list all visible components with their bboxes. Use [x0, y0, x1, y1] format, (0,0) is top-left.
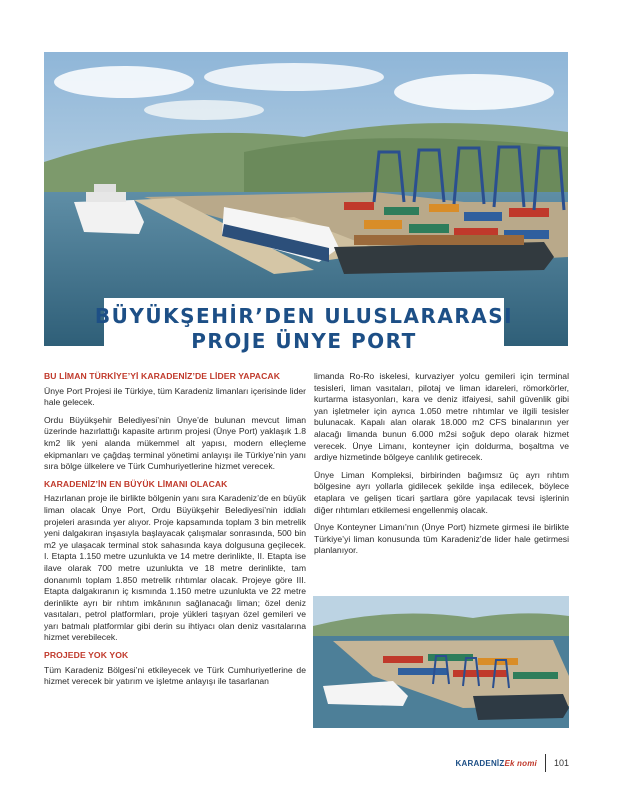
- page-footer: [456, 754, 569, 772]
- article-right-column: [314, 371, 569, 563]
- section-paragraph: Ordu Büyükşehir Belediyesi’nin Ünye’de bulunan mevcut liman üzerinde hazırlattığı kapasite artırım projesi (Ünye Port) yaklaşık 1.8 km2 lik yeni alanda mükemmel alt yapısı, modern elleçleme ekipmanları ve çağdaş terminal yönetimi anlayışı ile Türkiye’nin yanı sıra bölge ülkelere ve Türk Cumhuriyetlerine hizmet verecek.: [44, 414, 306, 472]
- right-paragraph: Ünye Liman Kompleksi, birbirinden bağımsız üç ayrı rıhtım bölgesine ayrı yollarla gidilecek şekilde inşa edilecek, böylece etaplara ve gelişen ticari şartlara göre yapılacak tevsi işlerinin diğer rıhtımları etkilemesi engellenmiş olacak.: [314, 469, 569, 515]
- page-title-line-2: PROJE ÜNYE PORT: [191, 329, 417, 353]
- page-title-line-1: BÜYÜKŞEHİR’DEN ULUSLARARASI: [94, 304, 514, 328]
- port-aerial-illustration: [313, 596, 569, 728]
- section-paragraph: Tüm Karadeniz Bölgesi’ni etkileyecek ve Türk Cumhuriyetlerine de hizmet verecek bir yatırım ve işletme anlayışı ile tasarlanan: [44, 664, 306, 687]
- title-box: [94, 298, 514, 360]
- right-paragraph: limanda Ro-Ro iskelesi, kurvaziyer yolcu gemileri için terminal tesisleri, liman vasıtaları, pilotaj ve liman idareleri, römorkörler, kurtarma istasyonları, kara ve deniz itfaiyesi, sahil güvenlik gibi yan işletmeler için ayrıca 1.050 metre rıhtımlar ve ilgili tesisler bulunacak. Kapalı alan olarak 18.000 m2 CFS binalarının yer alacağı limanda bunun 6.000 m2si soğuk depo olarak hizmet verecek. Ünye Limanı, konteyner için doldurma, boşaltma ve ardiye hizmetinde bölgeye canlılık getirecek.: [314, 371, 569, 463]
- right-paragraph: Ünye Konteyner Limanı’nın (Ünye Port) hizmete girmesi ile birlikte Türkiye’yi liman konusunda tüm Karadeniz’de lider hale getirmesi planlanıyor.: [314, 522, 569, 556]
- section-paragraph: Ünye Port Projesi ile Türkiye, tüm Karadeniz limanları içerisinde lider hale gelecek.: [44, 385, 306, 408]
- magazine-brand: [456, 759, 537, 768]
- article-left-column: [44, 371, 306, 694]
- section-heading-leader: BU LİMAN TÜRKİYE’Yİ KARADENİZ’DE LİDER YAPACAK: [44, 371, 281, 381]
- brand-part-b: Ek nomi: [504, 758, 537, 768]
- section-heading-project: PROJEDE YOK YOK: [44, 650, 129, 661]
- page-number: 101: [553, 758, 569, 768]
- brand-part-a: KARADENİZ: [455, 758, 505, 768]
- section-heading-biggest-port: KARADENİZ’İN EN BÜYÜK LİMANI OLACAK: [44, 478, 228, 489]
- section-paragraph: Hazırlanan proje ile birlikte bölgenin yanı sıra Karadeniz’de en büyük liman olacak Ünye Port, Ordu Büyükşehir Belediyesi’nin iddialı projeleri arasında yer alıyor. Proje kapsamında toplam 3 bin metrelik yeni dalgakıran inşasıyla başlayacak çalışmalar sonrasında, 500 bin m2 ye ulaşacak terminal stok sahasında kaya dolgusuna geçilecek. I. Etapta 1.150 metre uzunlukta ve 14 metre derinlikte, II. Etapta ise ilave olarak 700 metre uzunlukta ve 18 metre derinlikte, tam donanımlı toplam 1.850 metrelik rıhtımlar olacak. Projeye göre III. Etapta dalgakıranın iç kısmında 1.150 metre uzunlukta ve 22 metre derinlikte ayrı bir rıhtım imkânının sağlanacağı liman; özel deniz vasıtaları, petrol platformları, proje yükleri taşıyan özel gemileri ve yarı batmalı platformlar gibi derin su ihtiyacı olan deniz vasıtalarına hizmet verebilecek.: [44, 493, 306, 643]
- inset-port-image: [313, 596, 569, 728]
- footer-divider: [545, 754, 546, 772]
